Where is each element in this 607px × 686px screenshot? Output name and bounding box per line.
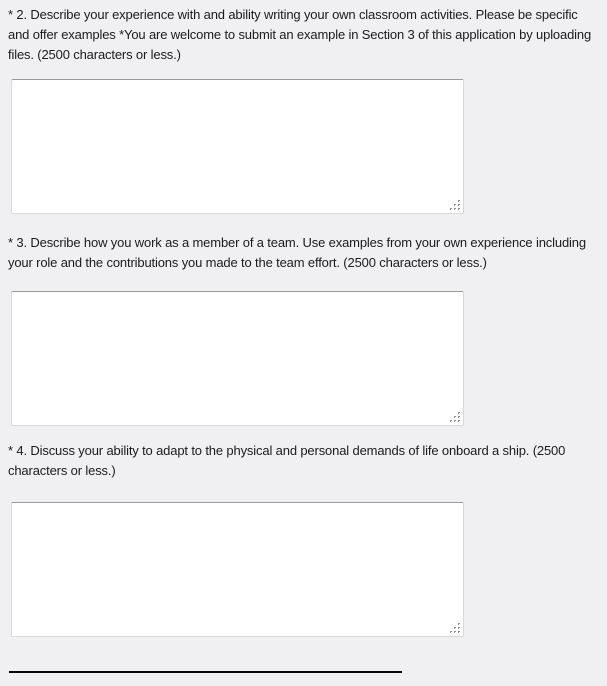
question-3-group xyxy=(8,233,600,426)
question-3-textarea[interactable] xyxy=(11,291,464,426)
question-2-answer-area xyxy=(11,79,464,214)
question-4-answer-area xyxy=(11,502,464,637)
question-4-textarea[interactable] xyxy=(11,502,464,637)
question-2-textarea[interactable] xyxy=(11,79,464,214)
question-2-group xyxy=(8,5,600,214)
question-2-label: * 2. Describe your experience with and ability writing your own classroom activities. Please be specific and offer examples *You are welcome to submit an example in Section 3 of this application by uploading files. (2500 characters or less.) xyxy=(8,7,592,62)
question-3-label: * 3. Describe how you work as a member of a team. Use examples from your own experience including your role and the contributions you made to the team effort. (2500 characters or less.) xyxy=(8,235,586,270)
question-4-group xyxy=(8,441,600,637)
question-3-answer-area xyxy=(11,291,464,426)
section-divider xyxy=(9,671,402,673)
question-4-label: * 4. Discuss your ability to adapt to the physical and personal demands of life onboard a ship. (2500 characters or less.) xyxy=(8,443,566,478)
